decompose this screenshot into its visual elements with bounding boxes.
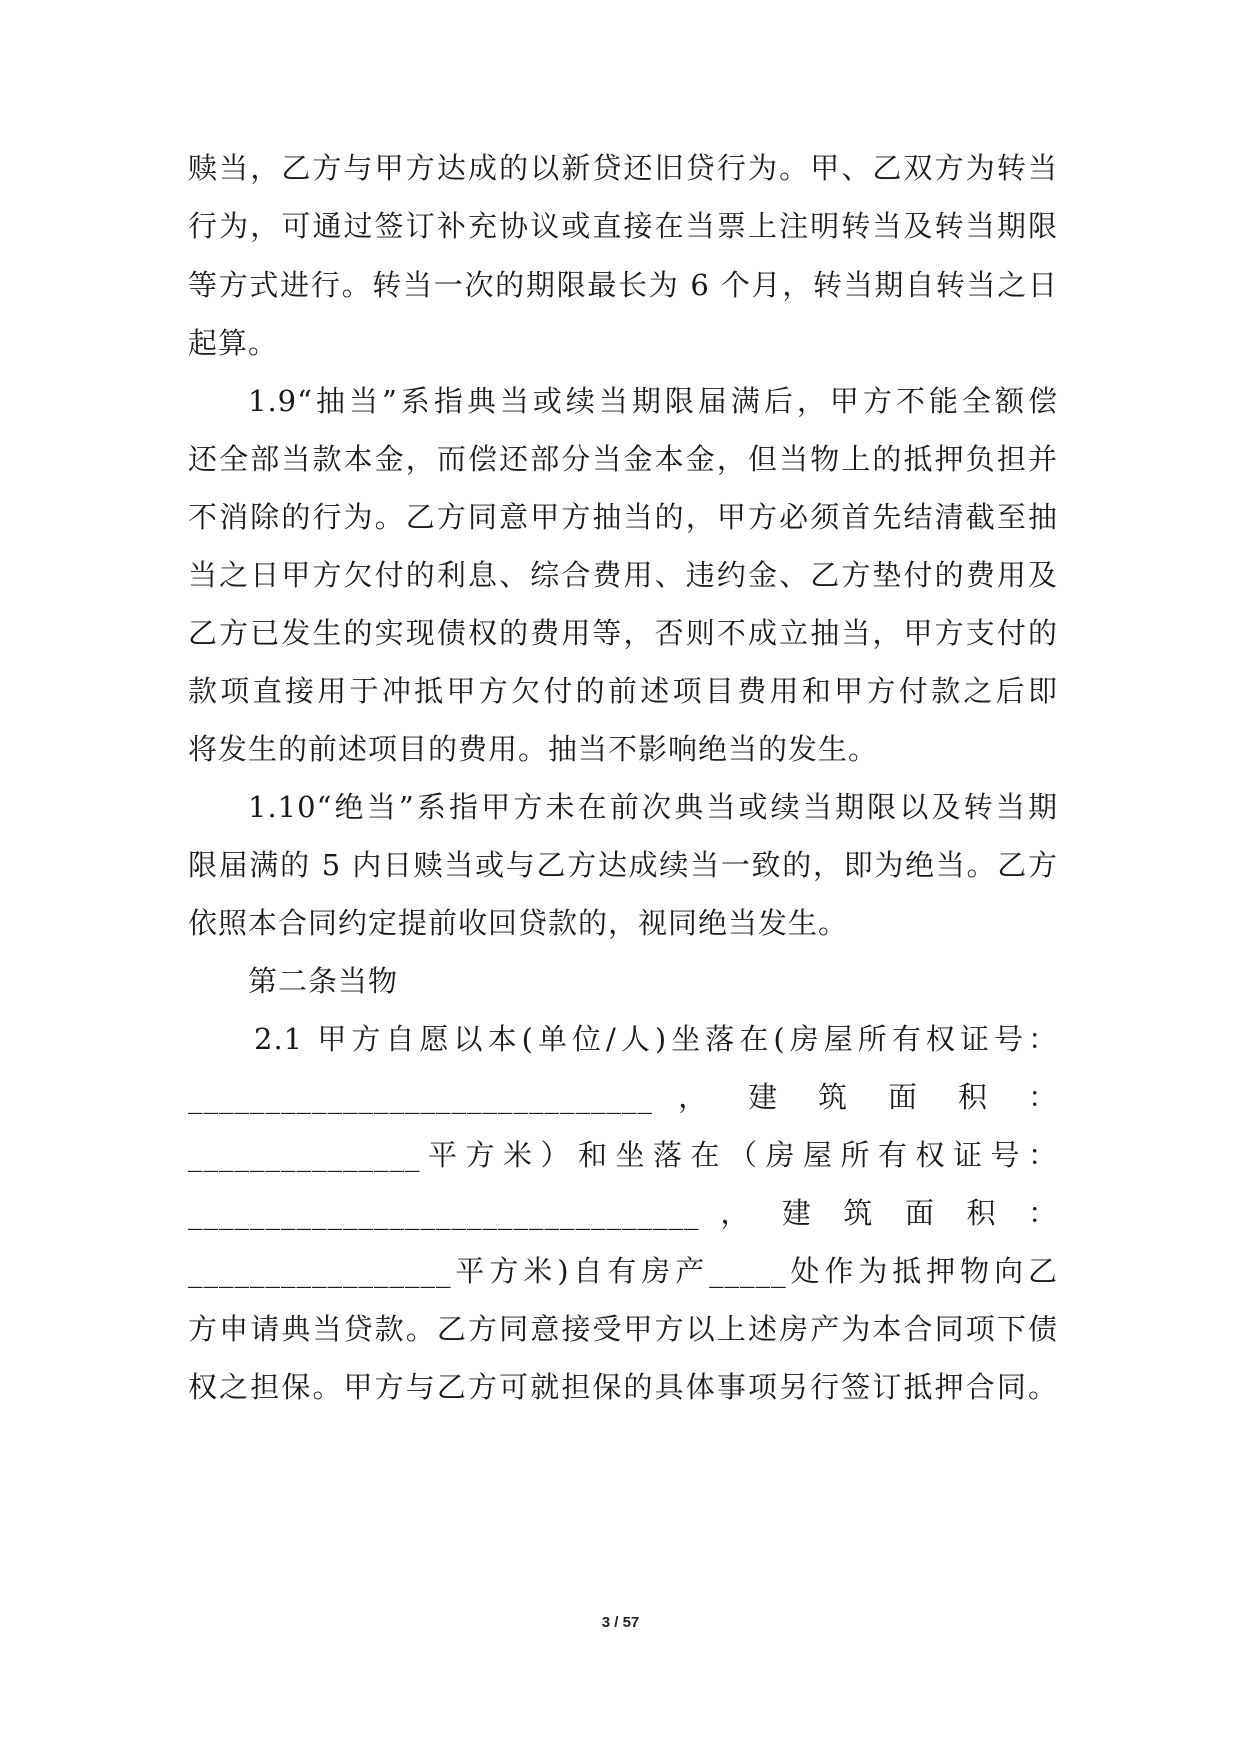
page-number: 3 / 57 bbox=[601, 1614, 640, 1631]
paragraph-line: 将发生的前述项目的费用。抽当不影响绝当的发生。 bbox=[188, 732, 879, 766]
paragraph-line: 等方式进行。转当一次的期限最长为 6 个月，转当期自转当之日 bbox=[188, 268, 1058, 302]
paragraph-line: 权之担保。甲方与乙方可就担保的具体事项另行签订抵押合同。 bbox=[188, 1370, 1058, 1404]
paragraph-line: 款项直接用于冲抵甲方欠付的前述项目费用和甲方付款之后即 bbox=[188, 674, 1058, 708]
paragraph-line: 行为，可通过签订补充协议或直接在当票上注明转当及转当期限 bbox=[188, 209, 1058, 243]
paragraph-line: 不消除的行为。乙方同意甲方抽当的，甲方必须首先结清截至抽 bbox=[188, 500, 1058, 534]
paragraph-line: 赎当，乙方与甲方达成的以新贷还旧贷行为。甲、乙双方为转当 bbox=[188, 151, 1058, 185]
paragraph-line: 1.10“绝当”系指甲方未在前次典当或续当期限以及转当期 bbox=[248, 790, 1058, 824]
blank-field-line: _________________平方米)自有房产_____处作为抵押物向乙 bbox=[188, 1254, 1058, 1288]
paragraph-line: 2.1 甲方自愿以本(单位/人)坐落在(房屋所有权证号： bbox=[254, 1022, 1058, 1056]
paragraph-line: 方申请典当贷款。乙方同意接受甲方以上述房产为本合同项下债 bbox=[188, 1312, 1058, 1346]
section-heading: 第二条当物 bbox=[248, 964, 399, 998]
paragraph-line: 依照本合同约定提前收回贷款的，视同绝当发生。 bbox=[188, 906, 849, 940]
paragraph-line: 还全部当款本金，而偿还部分当金本金，但当物上的抵押负担并 bbox=[188, 442, 1058, 476]
paragraph-line: 乙方已发生的实现债权的费用等，否则不成立抽当，甲方支付的 bbox=[188, 616, 1058, 650]
blank-field-line: _________________________________ ， 建 筑 面 积 ： bbox=[188, 1196, 1058, 1230]
paragraph-line: 1.9“抽当”系指典当或续当期限届满后，甲方不能全额偿 bbox=[248, 384, 1058, 418]
blank-field-line: ______________________________ ， 建 筑 面 积 ： bbox=[188, 1080, 1058, 1114]
paragraph-line: 限届满的 5 内日赎当或与乙方达成续当一致的，即为绝当。乙方 bbox=[188, 848, 1058, 882]
blank-field-line: _______________平方米）和坐落在（房屋所有权证号： bbox=[188, 1138, 1058, 1172]
paragraph-line: 当之日甲方欠付的利息、综合费用、违约金、乙方垫付的费用及 bbox=[188, 558, 1058, 592]
paragraph-line: 起算。 bbox=[188, 326, 279, 360]
